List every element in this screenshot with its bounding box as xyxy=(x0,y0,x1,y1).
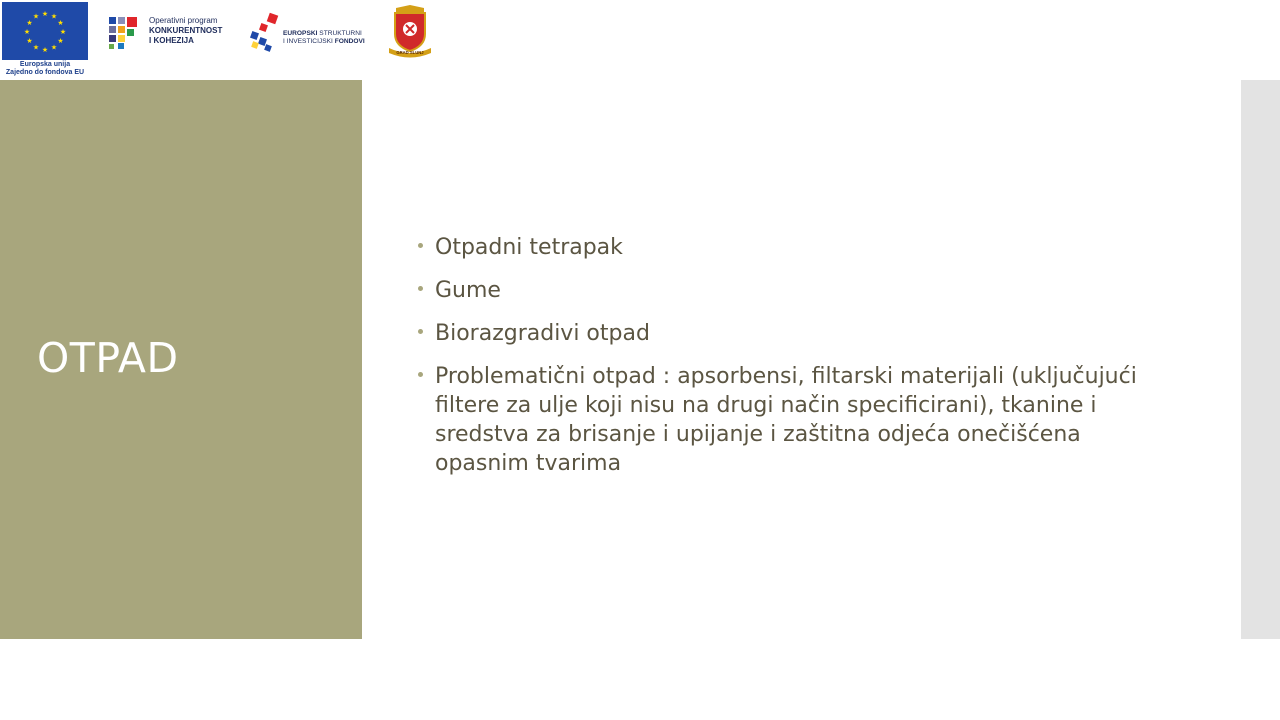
bullet-text: Otpadni tetrapak xyxy=(435,235,623,260)
svg-text:★: ★ xyxy=(50,43,58,52)
esi-funds-logo xyxy=(248,12,370,56)
side-band xyxy=(1241,80,1280,639)
svg-text:★: ★ xyxy=(57,37,64,45)
svg-text:★: ★ xyxy=(41,10,49,18)
bullet-text: Gume xyxy=(435,278,501,303)
svg-text:★: ★ xyxy=(32,43,40,52)
svg-text:★: ★ xyxy=(50,12,58,21)
svg-text:★: ★ xyxy=(26,19,33,27)
esi-text xyxy=(283,30,365,46)
bullet-list xyxy=(416,233,1146,492)
kk-line3: I KOHEZIJA xyxy=(149,36,194,45)
bullet-item xyxy=(416,319,1146,348)
bullet-item xyxy=(416,276,1146,305)
bullet-text: Biorazgradivi otpad xyxy=(435,321,650,346)
konkurentnost-text xyxy=(149,16,222,46)
svg-text:★: ★ xyxy=(59,28,67,36)
eu-caption-line1: Europska unija xyxy=(19,61,71,68)
city-crest-icon xyxy=(386,4,434,58)
eu-caption xyxy=(2,61,88,77)
eu-flag-icon xyxy=(2,2,88,60)
svg-text:★: ★ xyxy=(57,19,64,27)
esi-line1-bold: EUROPSKI xyxy=(283,30,318,37)
bullet-item xyxy=(416,362,1146,478)
kk-line2: KONKURENTNOST xyxy=(149,26,223,35)
svg-text:★: ★ xyxy=(23,28,31,36)
esi-squares-icon xyxy=(248,12,280,54)
svg-text:★: ★ xyxy=(32,12,40,21)
kk-line1: Operativni program xyxy=(149,16,218,25)
svg-text:★: ★ xyxy=(41,46,49,54)
bullet-icon xyxy=(418,286,423,291)
esi-line2-bold: FONDOVI xyxy=(334,38,365,45)
slide-title: OTPAD xyxy=(37,334,179,382)
svg-text:★: ★ xyxy=(26,37,33,45)
eu-logo xyxy=(2,2,88,78)
esi-line1-rest: STRUKTURNI xyxy=(319,30,362,37)
esi-line2-rest: I INVESTICIJSKI xyxy=(283,38,333,45)
bullet-text: Problematični otpad : apsorbensi, filtarski materijali (uključujući filtere za ulje koji nisu na drugi način specificirani), tkanine i sredstva za brisanje i upijanje i zaštitna odjeća onečišćena opasnim tvarima xyxy=(435,364,1137,476)
bullet-icon xyxy=(418,329,423,334)
bullet-icon xyxy=(418,243,423,248)
colored-squares-icon xyxy=(106,14,140,50)
bullet-icon xyxy=(418,372,423,377)
eu-caption-line2: Zajedno do fondova EU xyxy=(5,69,85,76)
crest-banner: GRAD SLUNJ xyxy=(396,50,424,55)
logo-strip xyxy=(0,0,434,80)
bullet-item xyxy=(416,233,1146,262)
konkurentnost-logo xyxy=(106,14,234,54)
